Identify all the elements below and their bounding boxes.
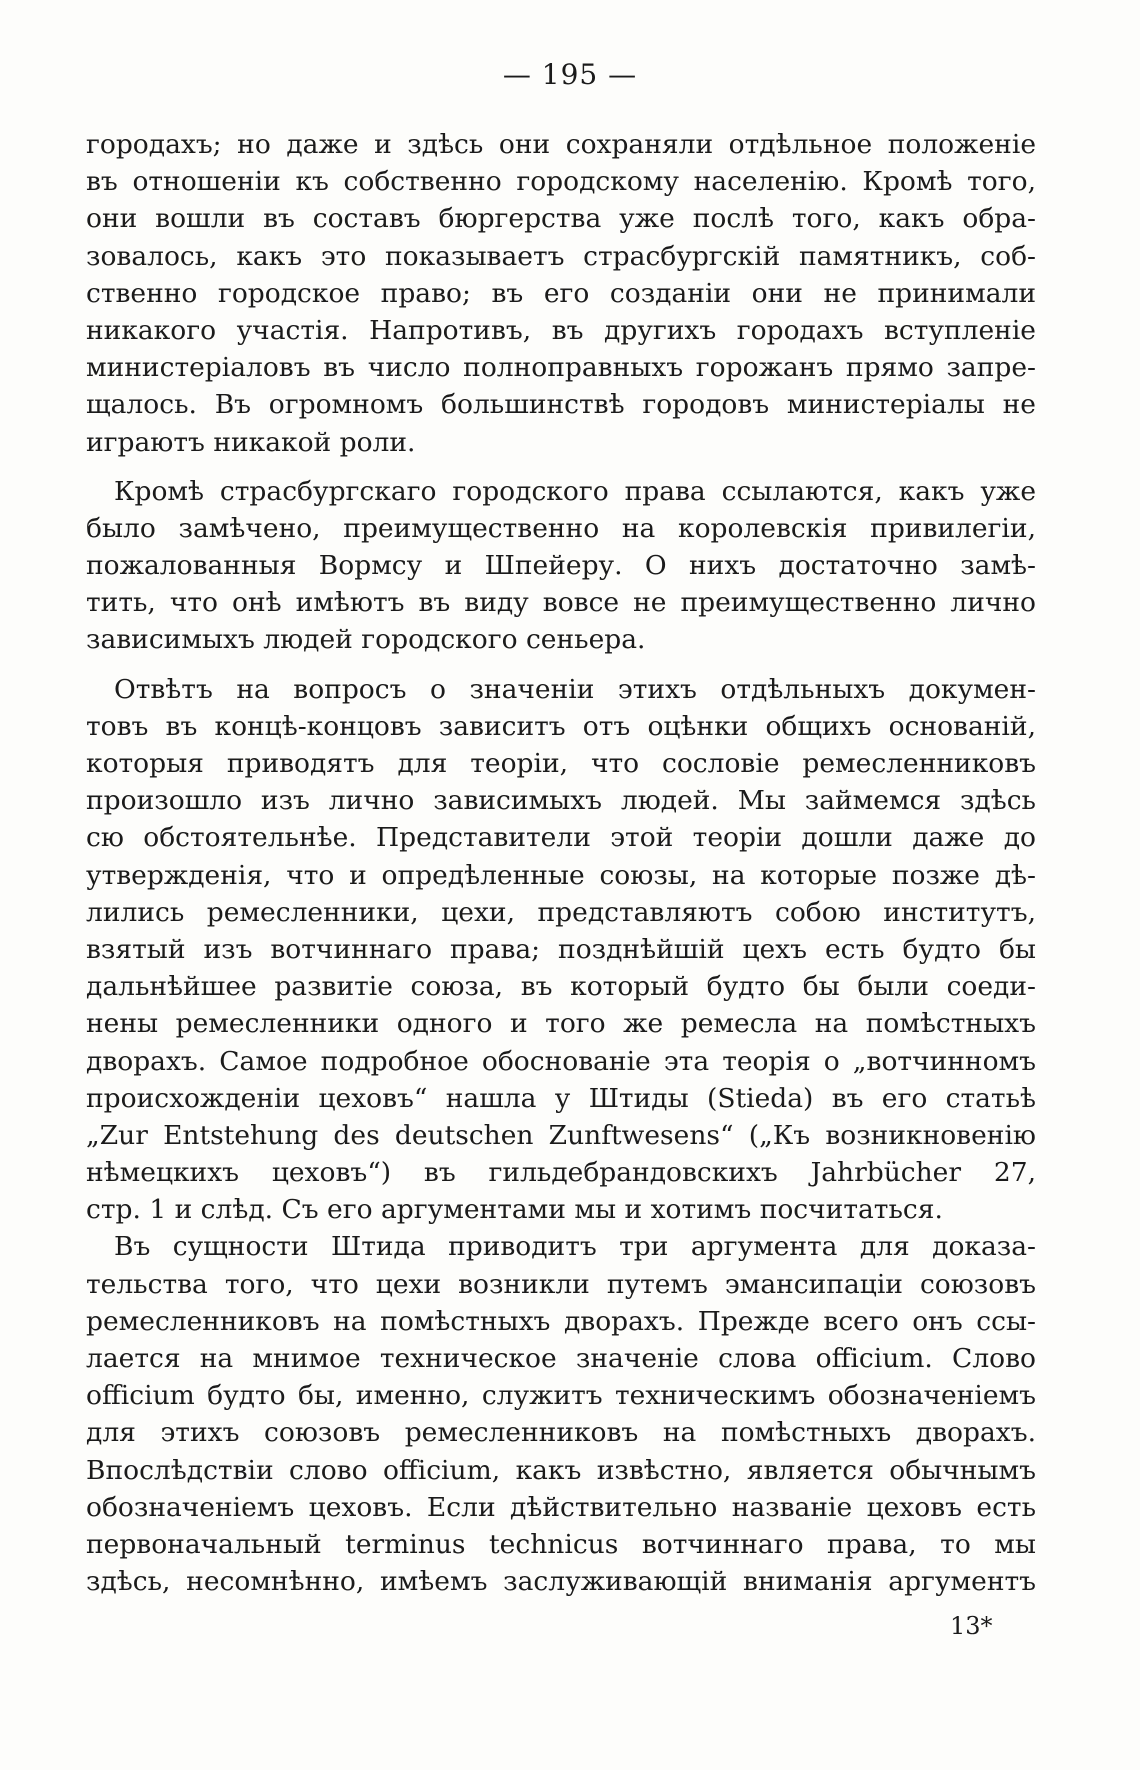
text-line: зовалось, какъ это показываетъ страсбургскій памятникъ, соб- xyxy=(86,240,1036,272)
text-line: пожалованныя Вормсу и Шпейеру. О нихъ достаточно замѣ- xyxy=(86,550,1036,582)
text-line: Отвѣтъ на вопросъ о значеніи этихъ отдѣльныхъ докумен- xyxy=(114,673,1036,705)
text-line: играютъ никакой роли. xyxy=(86,426,416,458)
text-line: тить, что онѣ имѣютъ въ виду вовсе не преимущественно лично xyxy=(86,587,1036,619)
signature-mark: 13* xyxy=(950,1612,993,1640)
text-line: было замѣчено, преимущественно на королевскія привилегіи, xyxy=(86,512,1036,544)
page-number: — 195 — xyxy=(502,58,638,91)
text-line: городахъ; но даже и здѣсь они сохраняли отдѣльное положеніе xyxy=(86,129,1036,160)
text-line: которыя приводятъ для теоріи, что сословіе ремесленниковъ xyxy=(86,748,1036,779)
text-line: происхожденіи цеховъ“ нашла у Штиды (Stieda) въ его статьѣ xyxy=(86,1082,1036,1114)
text-line: взятый изъ вотчиннаго права; позднѣйшій цехъ есть будто бы xyxy=(86,933,1036,965)
text-line: officium будто бы, именно, служитъ техническимъ обозначеніемъ xyxy=(86,1380,1036,1412)
text-line: никакого участія. Напротивъ, въ другихъ городахъ вступленіе xyxy=(86,314,1036,346)
text-line: утвержденія, что и опредѣленные союзы, на которые позже дѣ- xyxy=(86,859,1036,891)
text-line: лается на мнимое техническое значеніе слова officium. Слово xyxy=(86,1343,1036,1374)
text-line: сю обстоятельнѣе. Представители этой теоріи дошли даже до xyxy=(86,822,1036,854)
text-line: для этихъ союзовъ ремесленниковъ на помѣстныхъ дворахъ. xyxy=(86,1417,1036,1449)
text-line: нены ремесленники одного и того же ремесла на помѣстныхъ xyxy=(86,1008,1036,1040)
text-line: произошло изъ лично зависимыхъ людей. Мы займемся здѣсь xyxy=(86,785,1036,817)
text-line: щалось. Въ огромномъ большинствѣ городовъ министеріалы не xyxy=(86,389,1036,421)
paragraph xyxy=(86,671,1036,1601)
text-line: обозначеніемъ цеховъ. Если дѣйствительно названіе цеховъ есть xyxy=(86,1491,1036,1523)
body-text xyxy=(86,126,1036,1600)
text-line: Впослѣдствіи слово officium, какъ извѣстно, является обычнымъ xyxy=(86,1454,1036,1486)
text-line: въ отношеніи къ собственно городскому населенію. Кромѣ того, xyxy=(86,166,1036,198)
text-line: Въ сущности Штида приводитъ три аргумента для доказа- xyxy=(114,1231,1036,1263)
text-line: нѣмецкихъ цеховъ“) въ гильдебрандовскихъ Jahrbücher 27, xyxy=(86,1157,1036,1189)
text-line: товъ въ концѣ-концовъ зависитъ отъ оцѣнки общихъ основаній, xyxy=(86,710,1036,742)
text-line: здѣсь, несомнѣнно, имѣемъ заслуживающій вниманія аргументъ xyxy=(86,1566,1036,1598)
text-line: Кромѣ страсбургскаго городского права ссылаются, какъ уже xyxy=(114,475,1036,507)
text-line: первоначальный terminus technicus вотчиннаго права, то мы xyxy=(86,1528,1036,1560)
text-line: дворахъ. Самое подробное обоснованіе эта теорія о „вотчинномъ xyxy=(86,1045,1036,1077)
text-line: ственно городское право; въ его созданіи они не принимали xyxy=(86,277,1036,309)
text-line: „Zur Entstehung des deutschen Zunftwesens“ („Къ возникновенію xyxy=(86,1119,1036,1151)
paragraph xyxy=(86,126,1036,461)
text-line: тельства того, что цехи возникли путемъ эмансипаціи союзовъ xyxy=(86,1268,1036,1300)
text-line: дальнѣйшее развитіе союза, въ который будто бы были соеди- xyxy=(86,971,1036,1003)
text-line: зависимыхъ людей городского сеньера. xyxy=(86,624,646,656)
text-line: министеріаловъ въ число полноправныхъ горожанъ прямо запре- xyxy=(86,352,1036,384)
text-line: ремесленниковъ на помѣстныхъ дворахъ. Прежде всего онъ ссы- xyxy=(86,1305,1036,1337)
text-line: лились ремесленники, цехи, представляютъ собою институтъ, xyxy=(86,896,1036,928)
text-line: стр. 1 и слѣд. Съ его аргументами мы и хотимъ посчитаться. xyxy=(86,1194,943,1226)
paragraph xyxy=(86,473,1036,659)
text-line: они вошли въ составъ бюргерства уже послѣ того, какъ обра- xyxy=(86,203,1036,235)
